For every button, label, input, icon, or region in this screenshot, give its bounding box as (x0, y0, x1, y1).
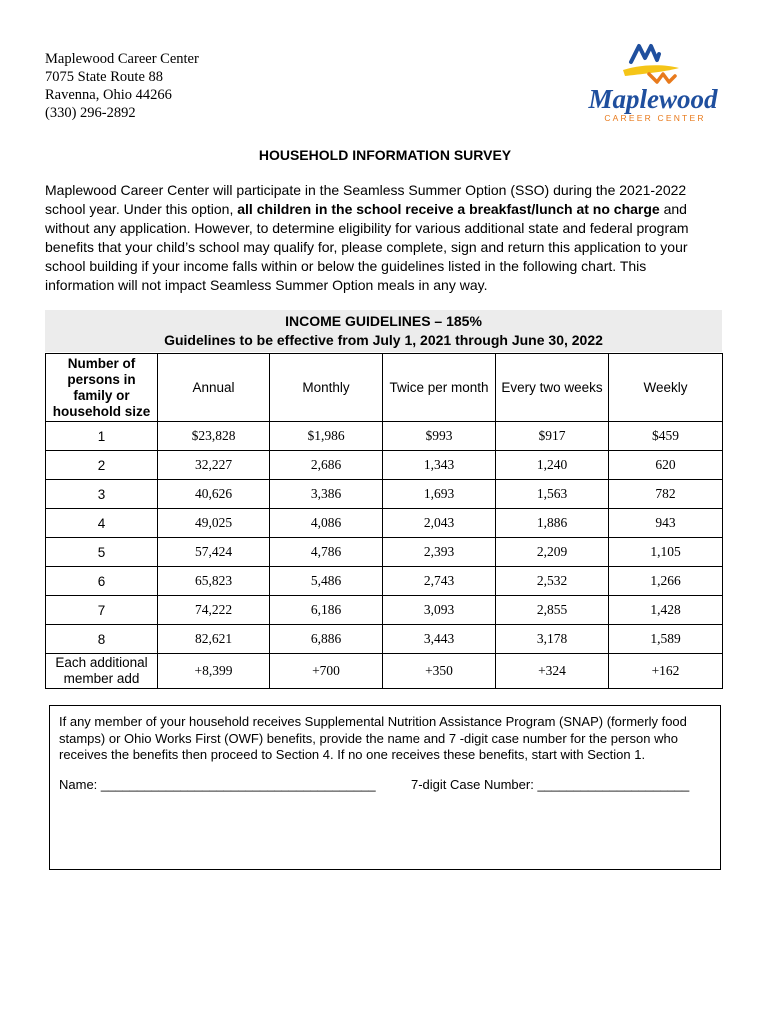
table-cell-monthly: 4,786 (270, 538, 383, 567)
table-cell-every-two-weeks: 3,178 (496, 625, 609, 654)
name-field[interactable]: Name: ______________________________________ (59, 776, 376, 792)
snap-instructions: If any member of your household receives Supplemental Nutrition Assistance Program (SNAP) (formerly food stamps) or Ohio Works First (OWF) benefits, provide the name and 7 -digit case number for the person who receives the benefits then proceed to Section 4. If no one receives these benefits, start with Section 1. (59, 714, 687, 762)
table-cell-every-two-weeks: 1,563 (496, 480, 609, 509)
page-title: HOUSEHOLD INFORMATION SURVEY (258, 147, 512, 163)
logo-orange-swoosh-icon (649, 74, 675, 82)
table-cell-twice-per-month: 2,743 (383, 567, 496, 596)
snap-owf-section (49, 705, 721, 870)
table-cell-annual: $23,828 (158, 422, 270, 451)
table-cell-household-size: 6 (46, 567, 158, 596)
table-cell-weekly: 1,105 (609, 538, 723, 567)
school-phone: (330) 296-2892 (45, 105, 136, 121)
table-cell-monthly: 3,386 (270, 480, 383, 509)
logo-m-mark-icon (631, 46, 659, 62)
table-cell-monthly: 5,486 (270, 567, 383, 596)
table-row (46, 451, 723, 480)
table-cell-weekly: 1,266 (609, 567, 723, 596)
table-cell-annual: 65,823 (158, 567, 270, 596)
income-guidelines-header (45, 310, 722, 352)
table-cell-annual: 49,025 (158, 509, 270, 538)
logo-subtitle: CAREER CENTER (604, 113, 706, 123)
table-cell-every-two-weeks: 2,532 (496, 567, 609, 596)
table-cell-twice-per-month: 3,443 (383, 625, 496, 654)
table-row (46, 480, 723, 509)
table-cell-household-size: 3 (46, 480, 158, 509)
guidelines-heading: INCOME GUIDELINES – 185% (285, 313, 482, 329)
table-cell-household-size: Each additional member add (46, 654, 158, 689)
table-cell-household-size: 7 (46, 596, 158, 625)
table-cell-twice-per-month: 3,093 (383, 596, 496, 625)
table-cell-monthly: 2,686 (270, 451, 383, 480)
table-cell-weekly: +162 (609, 654, 723, 689)
table-cell-twice-per-month: +350 (383, 654, 496, 689)
table-cell-weekly: 1,589 (609, 625, 723, 654)
column-header-twice-per-month: Twice per month (383, 354, 496, 422)
intro-bold-text: all children in the school receive a breakfast/lunch at no charge (237, 201, 660, 217)
school-street: 7075 State Route 88 (45, 69, 164, 85)
table-cell-annual: 40,626 (158, 480, 270, 509)
table-cell-monthly: 6,186 (270, 596, 383, 625)
table-cell-annual: 32,227 (158, 451, 270, 480)
table-cell-weekly: 620 (609, 451, 723, 480)
guidelines-subheading: Guidelines to be effective from July 1, 2021 through June 30, 2022 (164, 332, 603, 348)
table-cell-twice-per-month: 2,043 (383, 509, 496, 538)
table-cell-twice-per-month: 1,343 (383, 451, 496, 480)
table-row (46, 422, 723, 451)
table-cell-weekly: 782 (609, 480, 723, 509)
table-cell-weekly: $459 (609, 422, 723, 451)
table-cell-monthly: +700 (270, 654, 383, 689)
income-guidelines-table (45, 353, 723, 689)
table-cell-every-two-weeks: 2,855 (496, 596, 609, 625)
column-header-weekly: Weekly (609, 354, 723, 422)
table-cell-twice-per-month: 1,693 (383, 480, 496, 509)
table-cell-every-two-weeks: +324 (496, 654, 609, 689)
table-cell-twice-per-month: 2,393 (383, 538, 496, 567)
table-header-row (46, 354, 723, 422)
case-number-field[interactable]: 7-digit Case Number: _____________________ (411, 776, 690, 792)
intro-text-part2: and without any application. However, to determine eligibility for various additional state and federal program benefits that your child’s school may qualify for, please complete, sign and return this application to your school building if your income falls within or below the guidelines listed in the following chart. This information will not impact Seamless Summer Option meals in any way. (45, 201, 689, 293)
table-cell-weekly: 943 (609, 509, 723, 538)
table-cell-every-two-weeks: $917 (496, 422, 609, 451)
table-cell-household-size: 4 (46, 509, 158, 538)
school-city: Ravenna, Ohio 44266 (45, 87, 172, 103)
table-cell-annual: 57,424 (158, 538, 270, 567)
column-header-monthly: Monthly (270, 354, 383, 422)
table-cell-household-size: 1 (46, 422, 158, 451)
table-row (46, 509, 723, 538)
table-row-each-additional (46, 654, 723, 689)
table-cell-monthly: 4,086 (270, 509, 383, 538)
table-cell-twice-per-month: $993 (383, 422, 496, 451)
table-cell-monthly: $1,986 (270, 422, 383, 451)
table-cell-every-two-weeks: 1,886 (496, 509, 609, 538)
table-row (46, 567, 723, 596)
school-address (45, 50, 199, 122)
table-cell-annual: 82,621 (158, 625, 270, 654)
logo-wordmark: Maplewood (588, 84, 718, 114)
table-cell-every-two-weeks: 1,240 (496, 451, 609, 480)
school-name: Maplewood Career Center (45, 51, 199, 67)
table-cell-monthly: 6,886 (270, 625, 383, 654)
table-cell-household-size: 2 (46, 451, 158, 480)
intro-paragraph (45, 181, 705, 295)
intro-text-part1: Maplewood Career Center will participate in the Seamless Summer Option (SSO) during the 2021-2022 school year. Under this option, (45, 182, 687, 217)
table-cell-household-size: 8 (46, 625, 158, 654)
table-row (46, 596, 723, 625)
table-cell-every-two-weeks: 2,209 (496, 538, 609, 567)
maplewood-logo (583, 40, 723, 126)
column-header-annual: Annual (158, 354, 270, 422)
snap-fields-row (59, 777, 711, 794)
column-header-every-two-weeks: Every two weeks (496, 354, 609, 422)
table-row (46, 625, 723, 654)
table-row (46, 538, 723, 567)
table-cell-annual: 74,222 (158, 596, 270, 625)
column-header-household-size: Number of persons in family or household size (46, 354, 158, 422)
table-cell-annual: +8,399 (158, 654, 270, 689)
table-cell-household-size: 5 (46, 538, 158, 567)
table-cell-weekly: 1,428 (609, 596, 723, 625)
